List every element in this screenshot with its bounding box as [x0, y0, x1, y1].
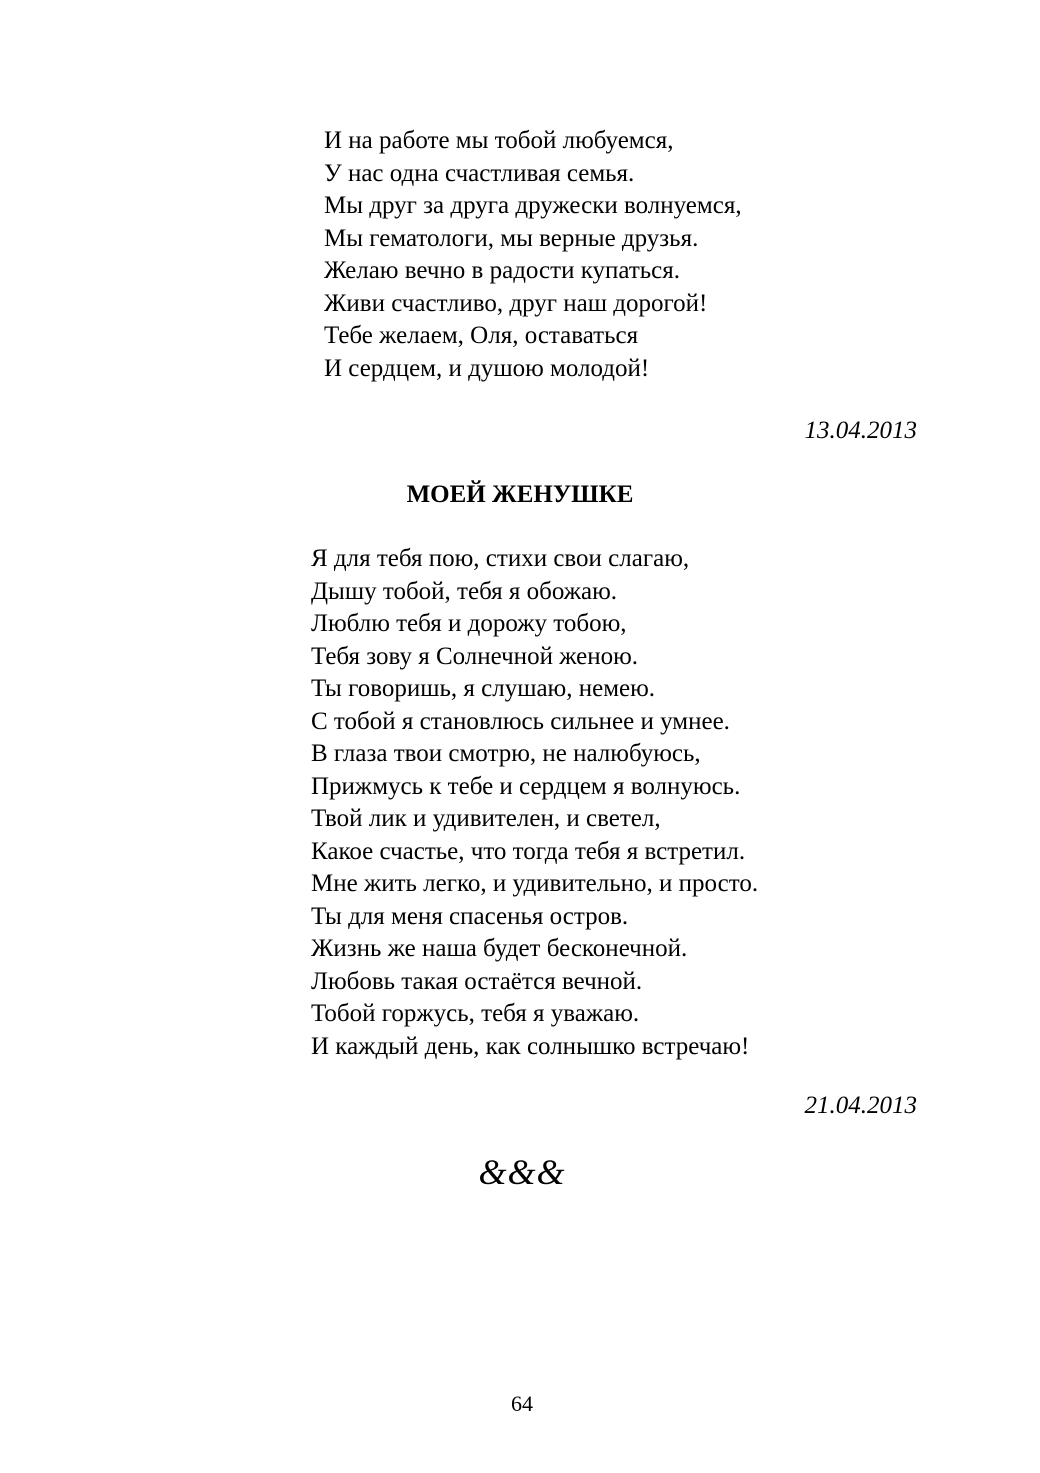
- poem-line: Тобой горжусь, тебя я уважаю.: [311, 1000, 640, 1027]
- poem-line: Ты говоришь, я слушаю, немею.: [311, 675, 656, 702]
- poem-1-stanza: [324, 125, 742, 385]
- poem-line: И сердцем, и душою молодой!: [324, 354, 650, 382]
- poem-line: Мне жить легко, и удивительно, и просто.: [311, 870, 759, 897]
- poem-line: Я для тебя пою, стихи свои слагаю,: [311, 545, 690, 572]
- poem-2-title-text: МОЕЙ ЖЕНУШКЕ: [406, 481, 634, 508]
- poem-1-date: 13.04.2013: [804, 417, 917, 444]
- page-number: 64: [511, 1391, 533, 1416]
- poem-line: Тебе желаем, Оля, оставаться: [324, 322, 639, 349]
- poem-line: И каждый день, как солнышко встречаю!: [311, 1032, 750, 1060]
- poem-2-title: [0, 478, 1040, 512]
- poem-line: Мы друг за друга дружески волнуемся,: [324, 192, 742, 219]
- poem-line: Дышу тобой, тебя я обожаю.: [311, 577, 618, 605]
- poem-2-stanza: [311, 543, 758, 1063]
- poem-line: Люблю тебя и дорожу тобою,: [311, 610, 627, 637]
- poem-line: Тебя зову я Солнечной женою.: [311, 642, 639, 670]
- poem-line: С тобой я становлюсь сильнее и умнее.: [311, 707, 730, 735]
- poem-line: Живи счастливо, друг наш дорогой!: [324, 289, 708, 317]
- poem-line: Жизнь же наша будет бесконечной.: [311, 935, 688, 962]
- poem-line: Мы гематологи, мы верные друзья.: [324, 224, 699, 252]
- poem-line: Прижмусь к тебе и сердцем я волнуюсь.: [311, 772, 741, 800]
- poem-line: Любовь такая остаётся вечной.: [311, 967, 643, 995]
- poem-line: Твой лик и удивителен, и светел,: [311, 805, 661, 832]
- poem-line: Какое счастье, что тогда тебя я встретил.: [311, 837, 746, 865]
- poem-line: И на работе мы тобой любуемся,: [324, 127, 674, 154]
- poem-2-date: 21.04.2013: [804, 1092, 917, 1119]
- poem-line: В глаза твои смотрю, не налюбуюсь,: [311, 740, 701, 767]
- poem-line: Ты для меня спасенья остров.: [311, 902, 629, 930]
- poem-line: Желаю вечно в радости купаться.: [324, 257, 680, 284]
- section-separator: &&&: [478, 1152, 566, 1192]
- poem-line: У нас одна счастливая семья.: [324, 159, 635, 187]
